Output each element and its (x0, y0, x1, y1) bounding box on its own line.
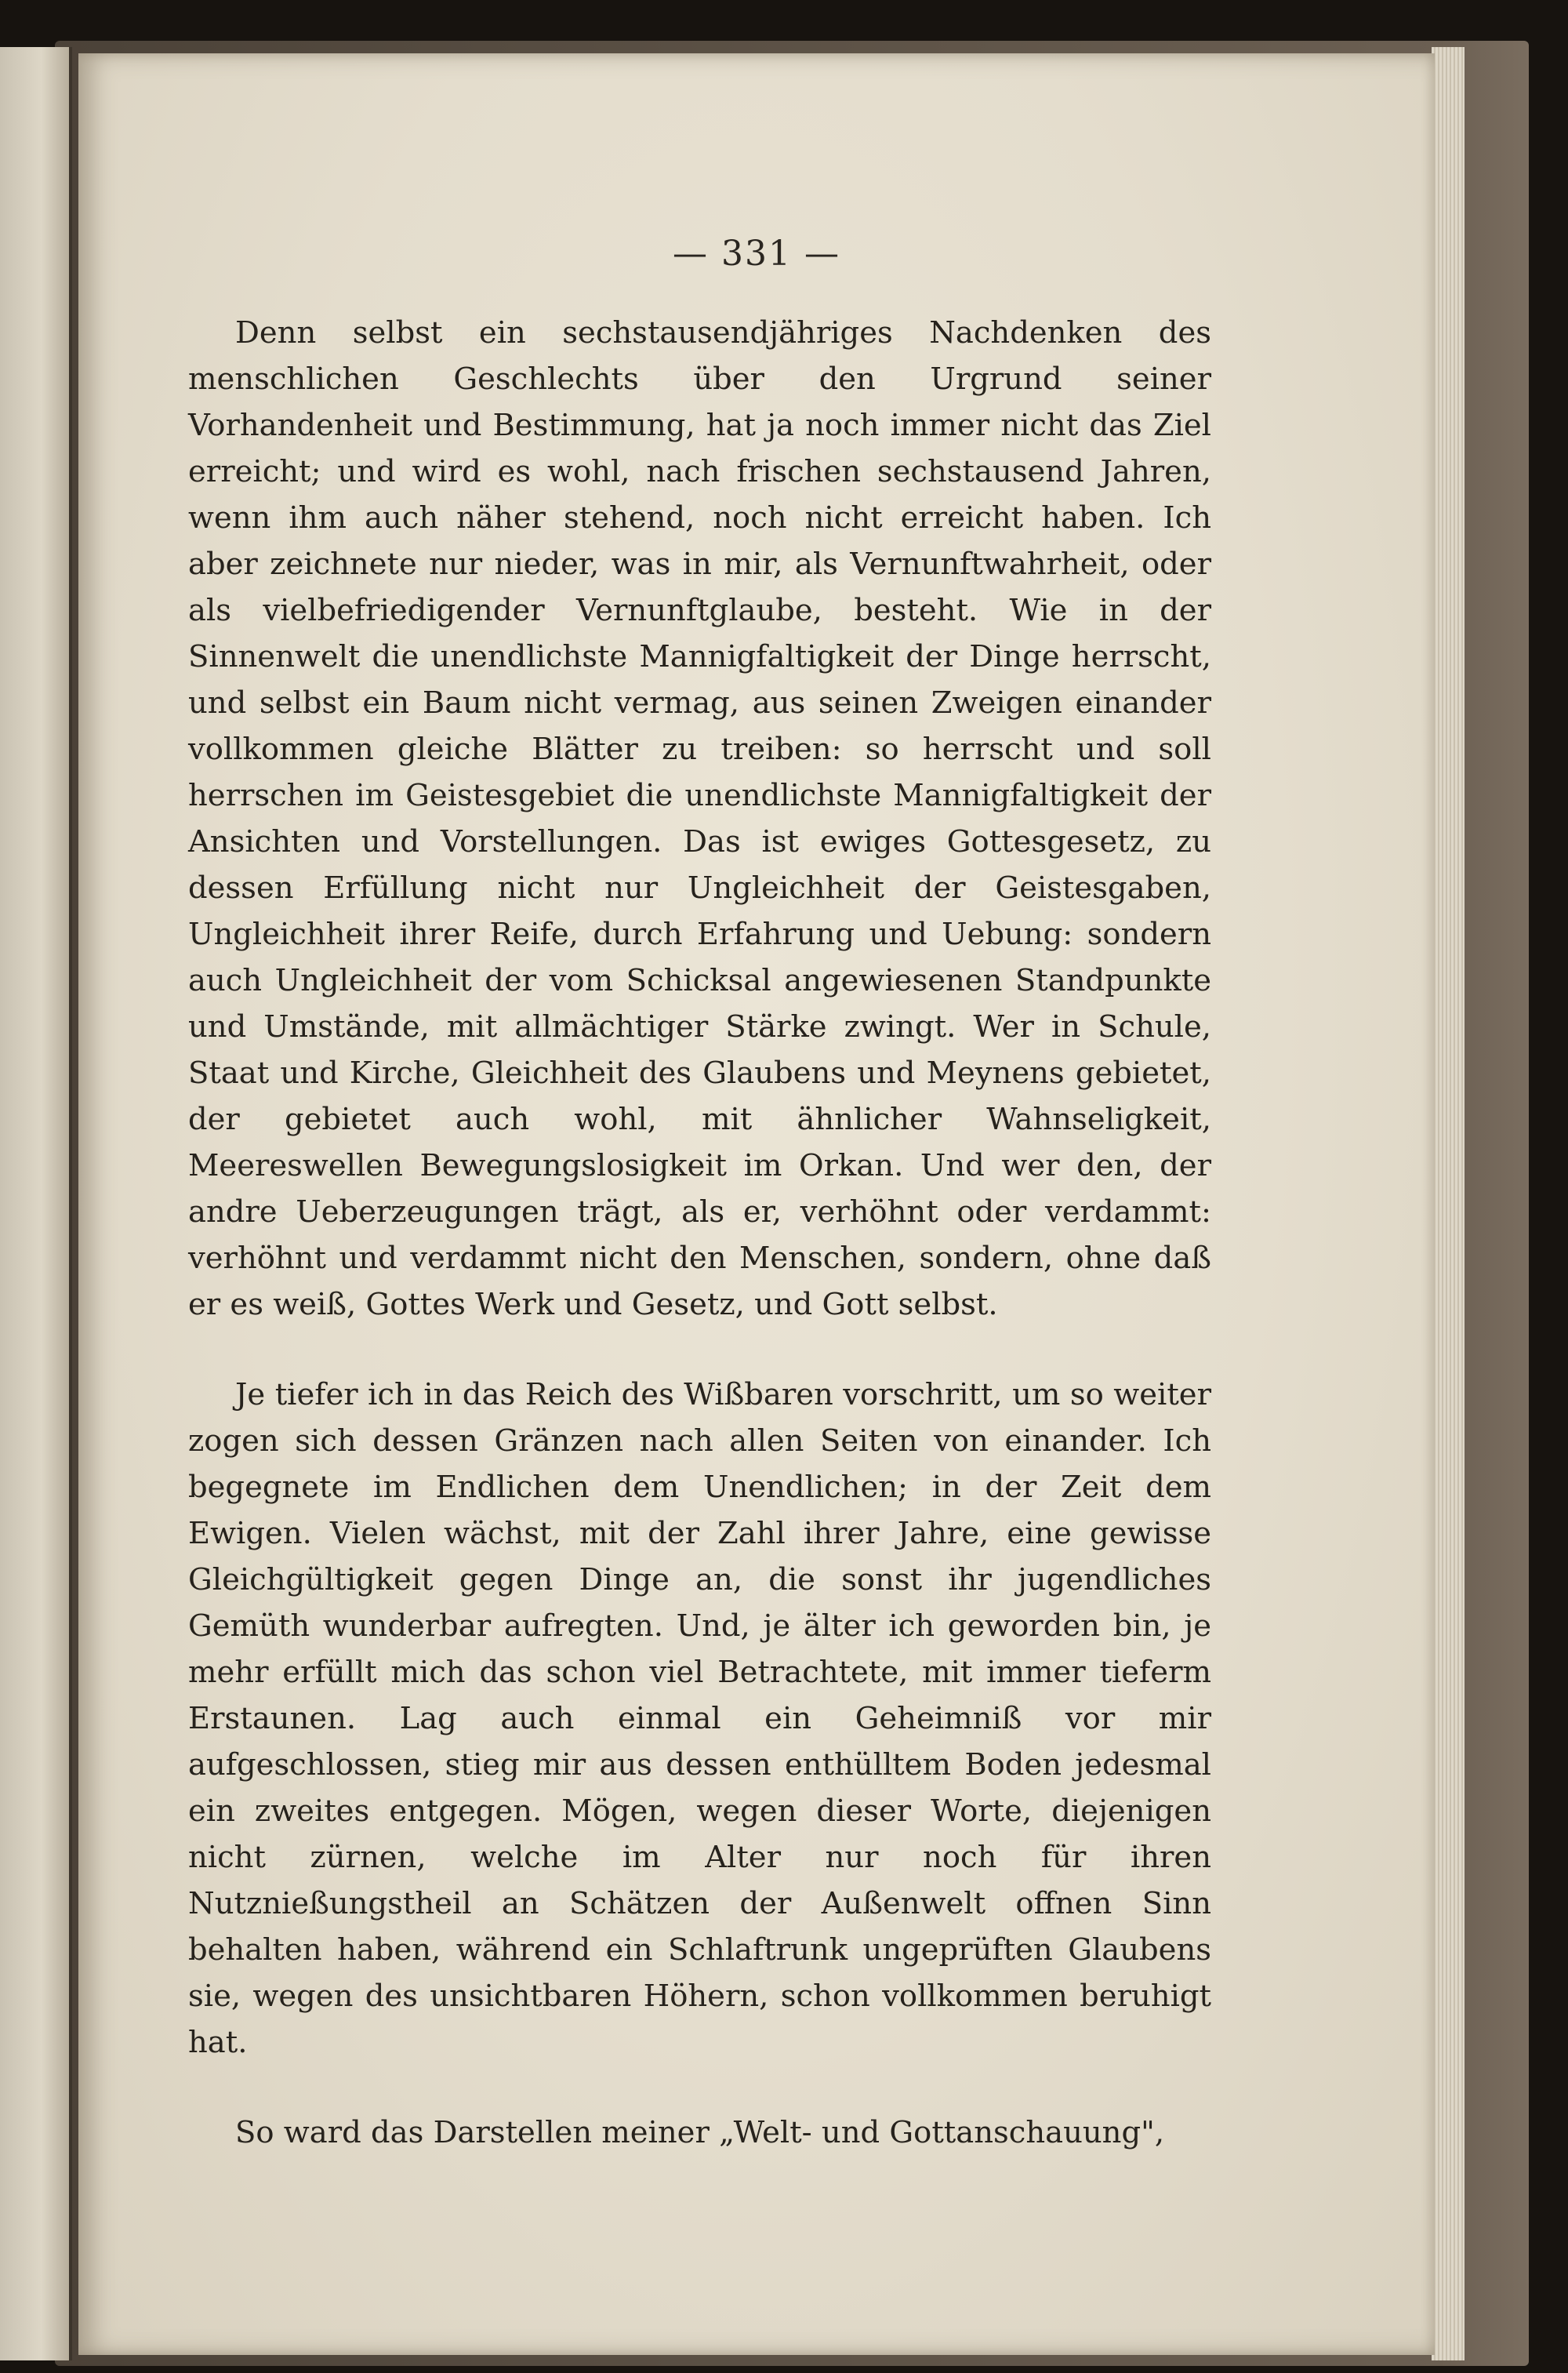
page-stack-edge (1432, 47, 1465, 2360)
previous-page-edge (0, 47, 72, 2360)
paragraph-3: So ward das Darstellen meiner „Welt- und Gottanschauung", (235, 2115, 1165, 2150)
paragraph-2: Je tiefer ich in das Reich des Wißbaren vorschritt, um so weiter zogen sich dessen Gränzen nach allen Seiten von einander. Ich begegnete im Endlichen dem Unendlichen; in der Zeit dem Ewigen. Vielen wächst, mit der Zahl ihrer Jahre, eine gewisse Gleichgültigkeit gegen Dinge an, die sonst ihr jugendliches Gemüth wunderbar aufregten. Und, je älter ich geworden bin, je mehr erfüllt mich das schon viel Betrachtete, mit immer tieferm Erstaunen. Lag auch einmal ein Geheimniß vor mir aufgeschlossen, stieg mir aus dessen enthülltem Boden jedesmal ein zweites entgegen. Mögen, wegen dieser Worte, diejenigen nicht zürnen, welche im Alter nur noch für ihren Nutznießungstheil an Schätzen der Außenwelt offnen Sinn behalten haben, während ein Schlaftrunk ungeprüften Glaubens sie, wegen des unsichtbaren Höhern, schon vollkommen beruhigt hat. (188, 1377, 1211, 2060)
page-text (188, 310, 1211, 2156)
page-number: — 331 — (673, 234, 840, 274)
paragraph-1: Denn selbst ein sechstausendjähriges Nachdenken des menschlichen Geschlechts über den Urgrund seiner Vorhandenheit und Bestimmung, hat ja noch immer nicht das Ziel erreicht; und wird es wohl, nach frischen sechstausend Jahren, wenn ihm auch näher stehend, noch nicht erreicht haben. Ich aber zeichnete nur nieder, was in mir, als Vernunftwahrheit, oder als vielbefriedigender Vernunftglaube, besteht. Wie in der Sinnenwelt die unendlichste Mannigfaltigkeit der Dinge herrscht, und selbst ein Baum nicht vermag, aus seinen Zweigen einander vollkommen gleiche Blätter zu treiben: so herrscht und soll herrschen im Geistesgebiet die unendlichste Mannigfaltigkeit der Ansichten und Vorstellungen. Das ist ewiges Gottesgesetz, zu dessen Erfüllung nicht nur Ungleichheit der Geistesgaben, Ungleichheit ihrer Reife, durch Erfahrung und Uebung: sondern auch Ungleichheit der vom Schicksal angewiesenen Standpunkte und Umstände, mit allmächtiger Stärke zwingt. Wer in Schule, Staat und Kirche, Gleichheit des Glaubens und Meynens gebietet, der gebietet auch wohl, mit ähnlicher Wahnseligkeit, Meereswellen Bewegungslosigkeit im Orkan. Und wer den, der andre Ueberzeugungen trägt, als er, verhöhnt oder verdammt: verhöhnt und verdammt nicht den Menschen, sondern, ohne daß er es weiß, Gottes Werk und Gesetz, und Gott selbst. (188, 315, 1211, 1322)
